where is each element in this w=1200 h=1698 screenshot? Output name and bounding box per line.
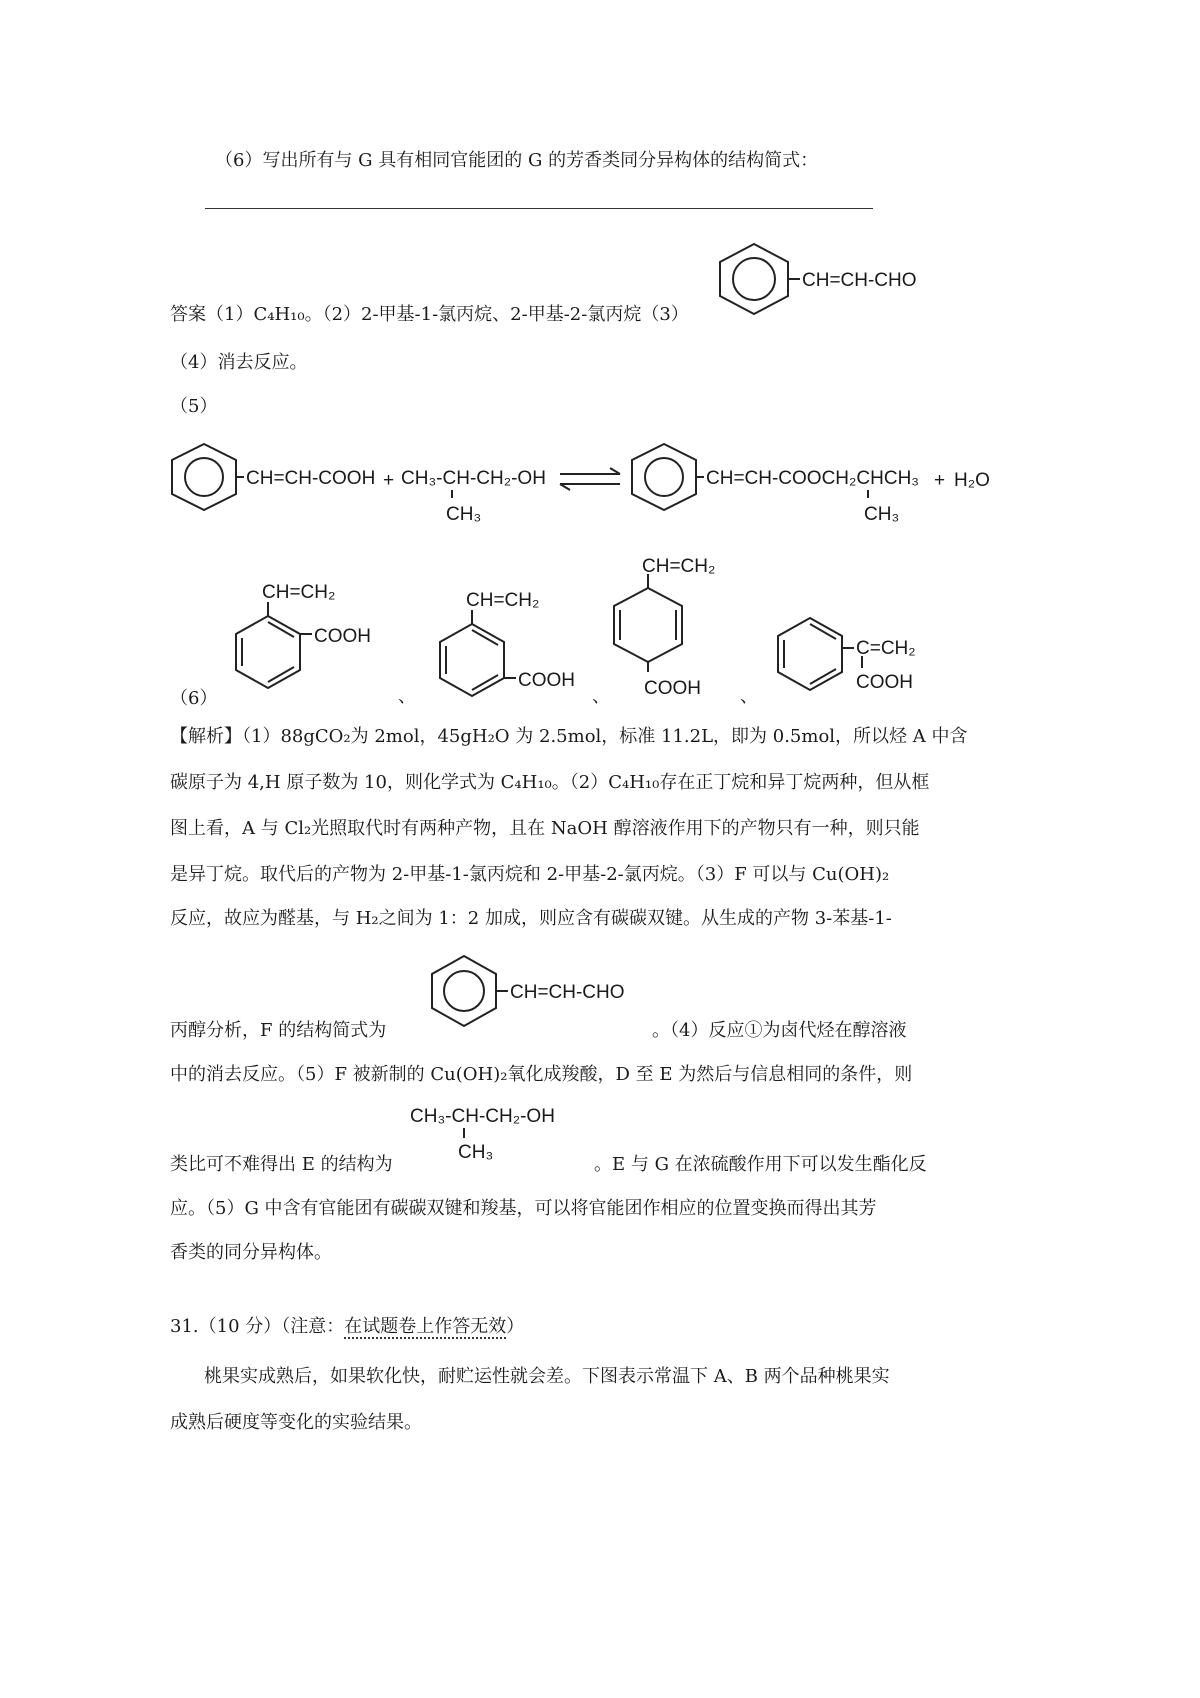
q31-heading bbox=[170, 1314, 524, 1340]
benzene-ring bbox=[720, 244, 788, 314]
water: H₂O bbox=[954, 470, 990, 491]
q31-p2: 成熟后硬度等变化的实验结果。 bbox=[170, 1412, 422, 1433]
analysis-p6a: 丙醇分析，F 的结构简式为 bbox=[170, 1020, 387, 1041]
equilibrium-arrow bbox=[560, 468, 620, 490]
alpha-vinyl: C=CH₂ bbox=[856, 638, 916, 659]
analysis-p7: 中的消去反应。（5）F 被新制的 Cu(OH)₂氧化成羧酸，D 至 E 为然后与信息相同的条件，则 bbox=[170, 1064, 913, 1085]
E-main: CH₃-CH-CH₂-OH bbox=[410, 1106, 555, 1127]
analysis-p10: 香类的同分异构体。 bbox=[170, 1242, 332, 1263]
structure-F-inline bbox=[424, 950, 664, 1034]
benzene-ring-ester bbox=[632, 444, 696, 510]
answer-line-4: （4）消去反应。 bbox=[170, 352, 308, 373]
analysis-p2: 碳原子为 4,H 原子数为 10，则化学式为 C₄H₁₀。（2）C₄H₁₀存在正丁烷和异丁烷两种，但从框 bbox=[170, 772, 930, 793]
F-substituent: CH=CH-CHO bbox=[802, 270, 917, 291]
analysis-p4: 是异丁烷。取代后的产物为 2-甲基-1-氯丙烷和 2-甲基-2-氯丙烷。（3）F 可以与 Cu(OH)₂ bbox=[170, 864, 890, 885]
separator-2: 、 bbox=[592, 686, 610, 707]
vinyl-ortho: CH=CH₂ bbox=[262, 582, 336, 603]
analysis-p5: 反应，故应为醛基，与 H₂之间为 1：2 加成，则应含有碳碳双键。从生成的产物 3-苯基-1- bbox=[170, 908, 892, 929]
alpha-cooh: COOH bbox=[856, 672, 913, 693]
structure-F-top bbox=[708, 238, 948, 322]
alcohol-branch: CH₃ bbox=[446, 504, 482, 525]
isomer-alpha bbox=[770, 612, 950, 716]
answer-line-1: 答案（1）C₄H₁₀。（2）2-甲基-1-氯丙烷、2-甲基-2-氯丙烷（3） bbox=[170, 304, 689, 325]
separator-1: 、 bbox=[398, 686, 416, 707]
analysis-p6b: 。（4）反应①为卤代烃在醇溶液 bbox=[652, 1020, 907, 1041]
analysis-p1: 【解析】（1）88gCO₂为 2mol，45gH₂O 为 2.5mol，标准 11.2L，即为 0.5mol，所以烃 A 中含 bbox=[170, 726, 968, 747]
E-branch: CH₃ bbox=[458, 1142, 494, 1163]
answer-line-6-label: （6） bbox=[170, 688, 218, 709]
F-inline-substituent: CH=CH-CHO bbox=[510, 982, 625, 1003]
benzene-ring-acid bbox=[172, 444, 236, 510]
separator-3: 、 bbox=[740, 686, 758, 707]
ester-branch: CH₃ bbox=[864, 504, 900, 525]
q6-prompt: （6）写出所有与 G 具有相同官能团的 G 的芳香类同分异构体的结构简式： bbox=[215, 150, 819, 171]
plus-sign-2: + bbox=[934, 470, 946, 491]
ester-substituent: CH=CH-COOCH₂CHCH₃ bbox=[706, 468, 920, 489]
q31-note: 在试题卷上作答无效 bbox=[344, 1316, 507, 1337]
cooh-ortho: COOH bbox=[314, 626, 371, 647]
cooh-meta: COOH bbox=[518, 670, 575, 691]
alcohol-main: CH₃-CH-CH₂-OH bbox=[401, 468, 546, 489]
isomer-meta bbox=[432, 580, 612, 714]
analysis-p9: 应。（5）G 中含有官能团有碳碳双键和羧基，可以将官能团作相应的位置变换而得出其芳 bbox=[170, 1198, 877, 1219]
analysis-p8a: 类比可不难得出 E 的结构为 bbox=[170, 1154, 393, 1175]
answer-blank-line bbox=[205, 208, 873, 209]
analysis-p3: 图上看，A 与 Cl₂光照取代时有两种产物，且在 NaOH 醇溶液作用下的产物只有一种，则只能 bbox=[170, 818, 920, 839]
answer-line-5-label: （5） bbox=[170, 396, 218, 417]
isomer-ortho bbox=[228, 572, 388, 706]
acid-substituent: CH=CH-COOH bbox=[246, 468, 376, 489]
analysis-p8b: 。E 与 G 在浓硫酸作用下可以发生酯化反 bbox=[594, 1154, 927, 1175]
vinyl-meta: CH=CH₂ bbox=[466, 590, 540, 611]
plus-sign: + bbox=[383, 470, 395, 491]
cooh-para: COOH bbox=[644, 678, 701, 699]
q31-close: ） bbox=[506, 1316, 525, 1337]
q31-head: 31.（10 分）（注意： bbox=[170, 1316, 345, 1337]
q31-p1: 桃果实成熟后，如果软化快，耐贮运性就会差。下图表示常温下 A、B 两个品种桃果实 bbox=[204, 1366, 890, 1387]
esterification-equation bbox=[168, 440, 1028, 534]
vinyl-para: CH=CH₂ bbox=[642, 556, 716, 577]
